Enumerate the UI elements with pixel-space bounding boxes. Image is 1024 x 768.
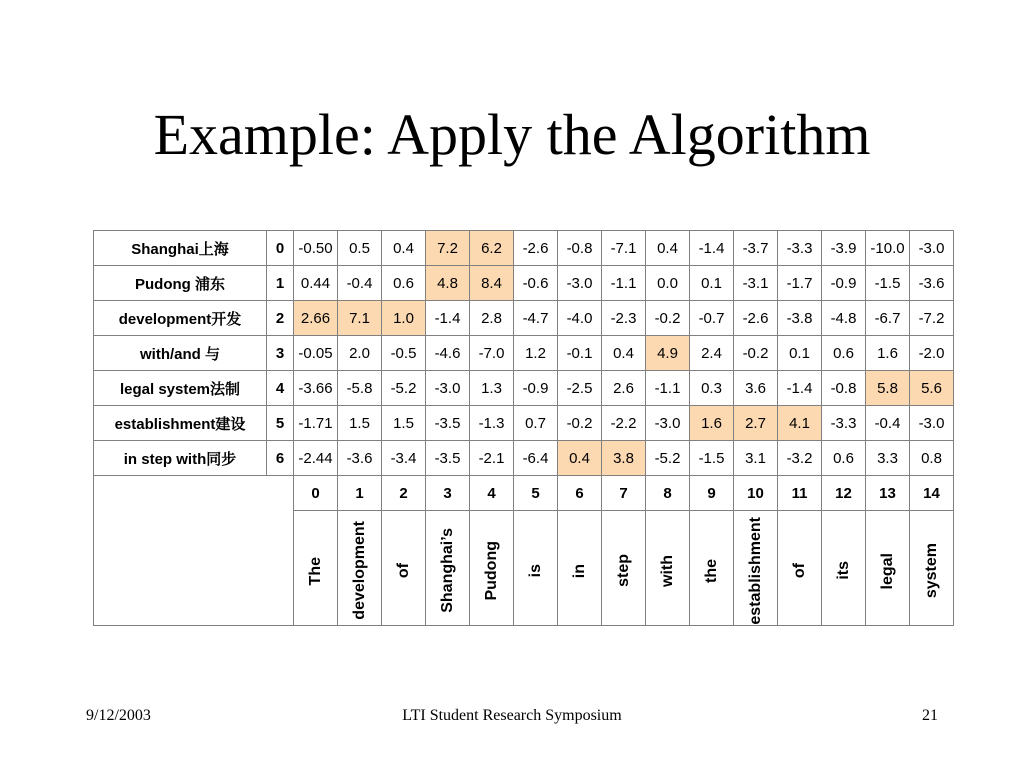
score-cell: 2.7 xyxy=(734,406,778,441)
target-word-cell xyxy=(910,511,954,626)
score-cell: 2.8 xyxy=(470,301,514,336)
target-word: establishment xyxy=(746,517,764,625)
score-cell: -3.8 xyxy=(778,301,822,336)
score-cell: -0.2 xyxy=(558,406,602,441)
row-index: 2 xyxy=(267,301,294,336)
target-word: legal xyxy=(878,552,896,590)
score-cell: 0.6 xyxy=(382,266,426,301)
target-word: Pudong xyxy=(482,541,500,601)
target-word: system xyxy=(922,543,940,599)
footer-title: LTI Student Research Symposium xyxy=(402,707,622,724)
score-cell: -6.4 xyxy=(514,441,558,476)
alignment-matrix xyxy=(93,230,954,626)
score-cell: -3.5 xyxy=(426,406,470,441)
source-word-label: establishment建设 xyxy=(94,406,267,441)
column-index: 6 xyxy=(558,476,602,511)
score-cell: 2.6 xyxy=(602,371,646,406)
score-cell: -3.3 xyxy=(778,231,822,266)
column-index: 9 xyxy=(690,476,734,511)
target-word-cell xyxy=(822,511,866,626)
column-index: 2 xyxy=(382,476,426,511)
score-cell: -2.2 xyxy=(602,406,646,441)
target-word-cell xyxy=(690,511,734,626)
score-cell: -0.9 xyxy=(514,371,558,406)
score-cell: -0.50 xyxy=(294,231,338,266)
score-cell: 0.5 xyxy=(338,231,382,266)
matrix-row xyxy=(94,301,954,336)
score-cell: 0.7 xyxy=(514,406,558,441)
score-cell: -1.4 xyxy=(426,301,470,336)
target-word-cell xyxy=(734,511,778,626)
matrix-row xyxy=(94,336,954,371)
score-cell: -0.1 xyxy=(558,336,602,371)
score-cell: 0.4 xyxy=(382,231,426,266)
score-cell: -1.1 xyxy=(602,266,646,301)
column-index: 0 xyxy=(294,476,338,511)
score-cell: -0.4 xyxy=(866,406,910,441)
column-index: 4 xyxy=(470,476,514,511)
row-index: 1 xyxy=(267,266,294,301)
target-word: The xyxy=(306,556,324,586)
score-cell: -0.8 xyxy=(558,231,602,266)
source-word-label: in step with同步 xyxy=(94,441,267,476)
score-cell: 1.6 xyxy=(690,406,734,441)
target-word: of xyxy=(790,563,808,579)
score-cell: 0.6 xyxy=(822,336,866,371)
score-cell: 2.66 xyxy=(294,301,338,336)
row-index: 6 xyxy=(267,441,294,476)
score-cell: -0.05 xyxy=(294,336,338,371)
score-cell: -1.3 xyxy=(470,406,514,441)
score-cell: -0.7 xyxy=(690,301,734,336)
score-cell: 4.8 xyxy=(426,266,470,301)
score-cell: -3.3 xyxy=(822,406,866,441)
corner-blank-cell xyxy=(94,476,294,626)
row-index: 4 xyxy=(267,371,294,406)
score-cell: -0.2 xyxy=(734,336,778,371)
score-cell: -3.0 xyxy=(426,371,470,406)
score-cell: -3.0 xyxy=(646,406,690,441)
score-cell: -4.0 xyxy=(558,301,602,336)
score-cell: -3.0 xyxy=(558,266,602,301)
score-cell: -1.4 xyxy=(778,371,822,406)
score-cell: -4.6 xyxy=(426,336,470,371)
score-cell: 3.1 xyxy=(734,441,778,476)
score-cell: -2.0 xyxy=(910,336,954,371)
score-cell: -5.2 xyxy=(382,371,426,406)
score-cell: -1.7 xyxy=(778,266,822,301)
target-word: in xyxy=(570,563,588,578)
score-cell: 1.3 xyxy=(470,371,514,406)
score-cell: -0.8 xyxy=(822,371,866,406)
slide-title: Example: Apply the Algorithm xyxy=(153,102,871,167)
source-word-label: Pudong 浦东 xyxy=(94,266,267,301)
score-cell: -10.0 xyxy=(866,231,910,266)
column-index: 12 xyxy=(822,476,866,511)
score-cell: -1.5 xyxy=(690,441,734,476)
column-index: 11 xyxy=(778,476,822,511)
row-index: 3 xyxy=(267,336,294,371)
score-cell: 0.1 xyxy=(778,336,822,371)
score-cell: -3.66 xyxy=(294,371,338,406)
score-cell: -1.5 xyxy=(866,266,910,301)
score-cell: 7.2 xyxy=(426,231,470,266)
score-cell: -3.0 xyxy=(910,231,954,266)
target-word-cell xyxy=(602,511,646,626)
source-word-label: legal system法制 xyxy=(94,371,267,406)
score-cell: -4.8 xyxy=(822,301,866,336)
score-cell: -3.4 xyxy=(382,441,426,476)
score-cell: -3.6 xyxy=(910,266,954,301)
score-cell: -5.2 xyxy=(646,441,690,476)
column-index: 10 xyxy=(734,476,778,511)
score-cell: -1.1 xyxy=(646,371,690,406)
footer-page-number: 21 xyxy=(922,707,938,724)
matrix-row xyxy=(94,266,954,301)
target-word-cell xyxy=(866,511,910,626)
score-cell: 4.9 xyxy=(646,336,690,371)
score-cell: 1.2 xyxy=(514,336,558,371)
score-cell: 0.0 xyxy=(646,266,690,301)
score-cell: -4.7 xyxy=(514,301,558,336)
score-cell: 6.2 xyxy=(470,231,514,266)
score-cell: 1.5 xyxy=(338,406,382,441)
score-cell: 0.4 xyxy=(558,441,602,476)
score-cell: -0.9 xyxy=(822,266,866,301)
target-word-cell xyxy=(514,511,558,626)
score-cell: -1.71 xyxy=(294,406,338,441)
target-word: step xyxy=(614,554,632,588)
row-index: 0 xyxy=(267,231,294,266)
column-index: 5 xyxy=(514,476,558,511)
footer-date: 9/12/2003 xyxy=(86,707,151,724)
matrix-row xyxy=(94,371,954,406)
score-cell: -3.7 xyxy=(734,231,778,266)
score-cell: 7.1 xyxy=(338,301,382,336)
score-cell: -2.44 xyxy=(294,441,338,476)
score-cell: 0.6 xyxy=(822,441,866,476)
target-word: development xyxy=(350,521,368,621)
column-index: 7 xyxy=(602,476,646,511)
score-cell: -6.7 xyxy=(866,301,910,336)
score-cell: 3.6 xyxy=(734,371,778,406)
score-cell: -3.2 xyxy=(778,441,822,476)
score-cell: 0.44 xyxy=(294,266,338,301)
target-word: its xyxy=(834,561,852,581)
matrix-row xyxy=(94,406,954,441)
column-index: 1 xyxy=(338,476,382,511)
score-cell: -2.3 xyxy=(602,301,646,336)
score-cell: 1.5 xyxy=(382,406,426,441)
column-index: 3 xyxy=(426,476,470,511)
target-word-cell xyxy=(558,511,602,626)
score-cell: 2.4 xyxy=(690,336,734,371)
row-index: 5 xyxy=(267,406,294,441)
target-word: with xyxy=(658,554,676,587)
score-cell: -7.0 xyxy=(470,336,514,371)
target-word: is xyxy=(526,564,544,578)
target-word-cell xyxy=(382,511,426,626)
target-word: Shanghai’s xyxy=(438,528,456,614)
target-word-cell xyxy=(294,511,338,626)
score-cell: -2.6 xyxy=(514,231,558,266)
score-cell: 0.4 xyxy=(646,231,690,266)
score-cell: -3.9 xyxy=(822,231,866,266)
score-cell: 5.8 xyxy=(866,371,910,406)
target-word-cell xyxy=(778,511,822,626)
score-cell: -0.5 xyxy=(382,336,426,371)
score-cell: -2.5 xyxy=(558,371,602,406)
score-cell: 8.4 xyxy=(470,266,514,301)
score-cell: -3.0 xyxy=(910,406,954,441)
score-cell: 3.8 xyxy=(602,441,646,476)
score-cell: 3.3 xyxy=(866,441,910,476)
score-cell: -3.1 xyxy=(734,266,778,301)
score-cell: 5.6 xyxy=(910,371,954,406)
column-index: 14 xyxy=(910,476,954,511)
score-cell: -5.8 xyxy=(338,371,382,406)
score-cell: -3.6 xyxy=(338,441,382,476)
matrix-row xyxy=(94,441,954,476)
score-cell: 0.1 xyxy=(690,266,734,301)
column-index: 13 xyxy=(866,476,910,511)
score-cell: 1.6 xyxy=(866,336,910,371)
score-cell: 4.1 xyxy=(778,406,822,441)
target-word-cell xyxy=(646,511,690,626)
score-cell: -2.6 xyxy=(734,301,778,336)
column-index-row xyxy=(94,476,954,511)
target-word: of xyxy=(394,563,412,579)
score-cell: -0.4 xyxy=(338,266,382,301)
target-word-cell xyxy=(338,511,382,626)
score-cell: -1.4 xyxy=(690,231,734,266)
score-cell: 1.0 xyxy=(382,301,426,336)
matrix-row xyxy=(94,231,954,266)
score-cell: -2.1 xyxy=(470,441,514,476)
target-word-cell xyxy=(470,511,514,626)
target-word-cell xyxy=(426,511,470,626)
source-word-label: development开发 xyxy=(94,301,267,336)
source-word-label: Shanghai上海 xyxy=(94,231,267,266)
score-cell: -7.1 xyxy=(602,231,646,266)
score-cell: 2.0 xyxy=(338,336,382,371)
column-index: 8 xyxy=(646,476,690,511)
source-word-label: with/and 与 xyxy=(94,336,267,371)
score-cell: 0.8 xyxy=(910,441,954,476)
score-cell: -3.5 xyxy=(426,441,470,476)
score-cell: -0.6 xyxy=(514,266,558,301)
score-cell: -7.2 xyxy=(910,301,954,336)
target-word: the xyxy=(702,558,720,583)
score-cell: 0.4 xyxy=(602,336,646,371)
score-cell: -0.2 xyxy=(646,301,690,336)
score-cell: 0.3 xyxy=(690,371,734,406)
